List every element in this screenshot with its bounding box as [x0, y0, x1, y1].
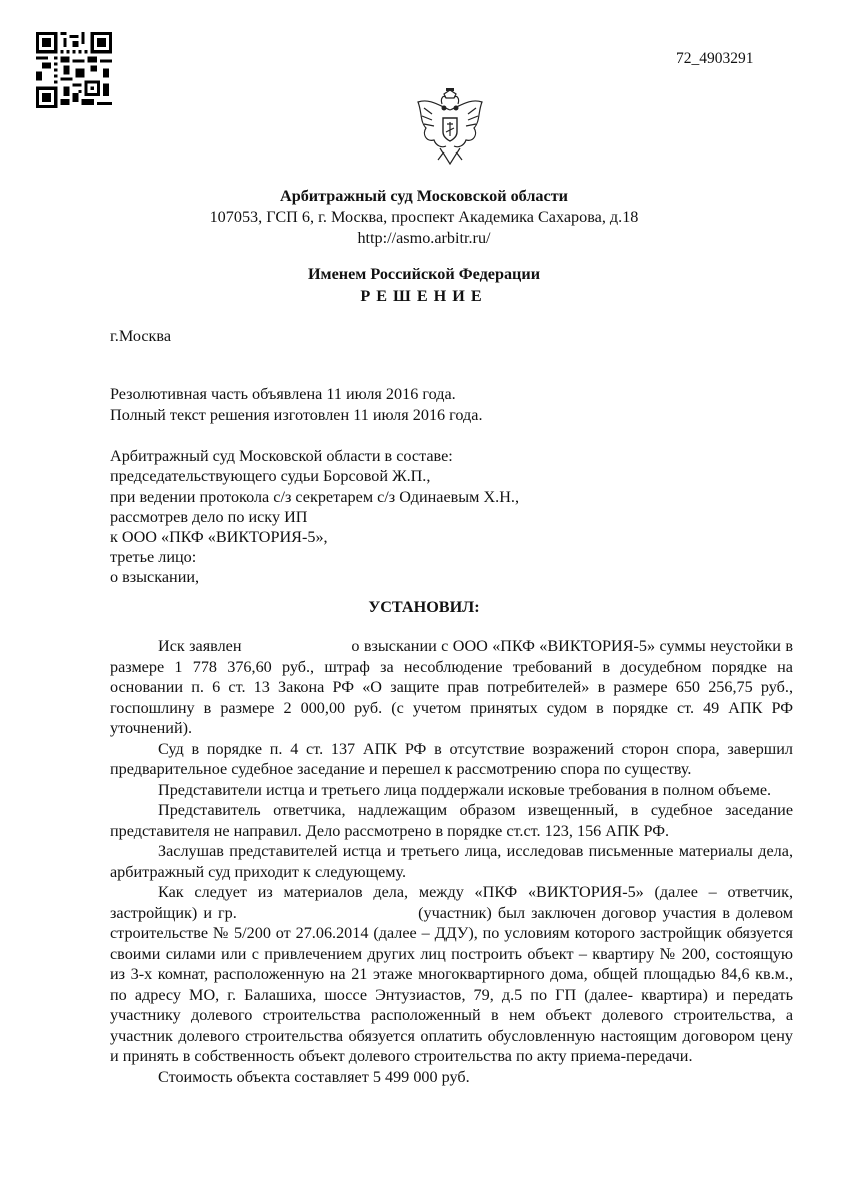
composition-line: Арбитражный суд Московской области в составе:	[110, 447, 453, 465]
composition-line: о взыскании,	[110, 568, 200, 586]
court-website: http://asmo.arbitr.ru/	[357, 229, 491, 247]
composition-line: рассмотрев дело по иску ИП	[110, 508, 308, 526]
composition-line: председательствующего судьи Борсовой Ж.П.,	[110, 467, 431, 485]
in-name-heading: Именем Российской Федерации	[307, 265, 541, 283]
composition-line: к ООО «ПКФ «ВИКТОРИЯ-5»,	[110, 528, 328, 546]
decision-body	[110, 636, 798, 1087]
document-number: 72_4903291	[676, 50, 754, 67]
court-name: Арбитражный суд Московской области	[280, 187, 568, 205]
composition-line: третье лицо:	[110, 548, 197, 566]
qr-code	[36, 32, 112, 108]
paragraph: Как следует из материалов дела, между «ПКФ «ВИКТОРИЯ-5» (далее – ответчик, застройщик) и гр. (участник) был заключен договор участия в долевом строительстве № 5/200 от 27.06.2014 (далее – ДДУ), по условиям которого застройщик обязуется своими силами или с привлечением других лиц построить объект – квартиру № 200, состоящую из 3-х комнат, расположенную на 21 этаже многоквартирного дома, общей площадью 84,6 кв.м., по адресу МО, г. Балашиха, шоссе Энтузиастов, 79, д.5 по ГП (далее- квартира) и передать участнику долевого строительства расположенный в нем объект долевого строительства, а участник долевого строительства обязуется оплатить обусловленную настоящим договором цену и принять в собственность объект долевого строительства по акту приема-передачи.	[110, 883, 798, 1065]
paragraph: Представитель ответчика, надлежащим образом извещенный, в судебное заседание представителя не направил. Дело рассмотрено в порядке ст.ст. 123, 156 АПК РФ.	[110, 801, 793, 840]
paragraph: Иск заявлен о взыскании с ООО «ПКФ «ВИКТОРИЯ-5» суммы неустойки в размере 1 778 376,60 руб., штраф за несоблюдение требований в досудебном порядке на основании п. 6 ст. 13 Закона РФ «О защите прав потребителей» в размере 650 256,75 руб., госпошлину в размере 2 000,00 руб. (с учетом принятых судом в порядке ст. 49 АПК РФ уточнений).	[110, 637, 798, 737]
established-heading: УСТАНОВИЛ:	[368, 598, 480, 616]
paragraph: Представители истца и третьего лица поддержали исковые требования в полном объеме.	[158, 780, 772, 799]
court-address: 107053, ГСП 6, г. Москва, проспект Академика Сахарова, д.18	[209, 208, 639, 226]
coat-of-arms-icon	[410, 88, 490, 170]
city: г.Москва	[110, 327, 172, 345]
announced-date: Резолютивная часть объявлена 11 июля 2016 года.	[110, 385, 456, 403]
paragraph: Заслушав представителей истца и третьего лица, исследовав письменные материалы дела, арбитражный суд приходит к следующему.	[110, 842, 793, 881]
paragraph: Стоимость объекта составляет 5 499 000 руб.	[158, 1067, 470, 1086]
composition-line: при ведении протокола с/з секретарем с/з Одинаевым Х.Н.,	[110, 488, 519, 506]
paragraph: Суд в порядке п. 4 ст. 137 АПК РФ в отсутствие возражений сторон спора, завершил предварительное судебное заседание и перешел к рассмотрению спора по существу.	[110, 739, 793, 778]
decision-title: РЕШЕНИЕ	[360, 287, 488, 305]
full-text-date: Полный текст решения изготовлен 11 июля 2016 года.	[110, 406, 483, 424]
